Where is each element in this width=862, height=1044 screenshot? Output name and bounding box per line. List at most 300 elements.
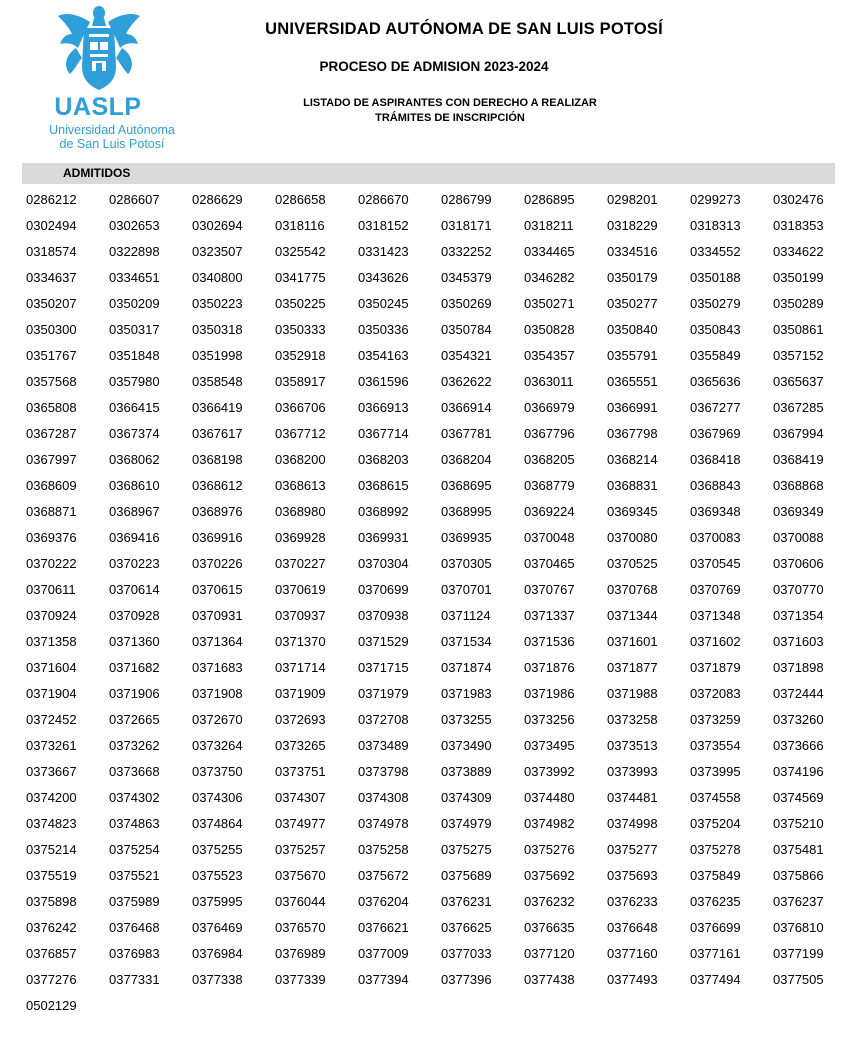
admitted-id: 0373667 (26, 764, 77, 779)
admitted-id: 0377120 (524, 946, 575, 961)
admitted-id: 0370924 (26, 608, 77, 623)
admitted-id: 0369931 (358, 530, 409, 545)
admitted-id: 0377494 (690, 972, 741, 987)
admitted-id: 0370525 (607, 556, 658, 571)
admitted-id: 0350245 (358, 296, 409, 311)
admitted-id: 0350336 (358, 322, 409, 337)
admitted-id: 0367285 (773, 400, 824, 415)
admitted-id: 0372444 (773, 686, 824, 701)
admitted-id: 0376044 (275, 894, 326, 909)
admitted-id: 0370606 (773, 556, 824, 571)
admitted-id: 0371876 (524, 660, 575, 675)
admitted-id: 0370611 (26, 582, 76, 597)
admitted-id: 0368871 (26, 504, 77, 519)
admitted-id: 0302476 (773, 192, 824, 207)
admitted-id: 0371358 (26, 634, 77, 649)
admitted-id: 0334516 (607, 244, 658, 259)
admitted-id: 0350223 (192, 296, 243, 311)
admitted-id: 0370701 (441, 582, 492, 597)
admitted-id: 0368967 (109, 504, 160, 519)
admitted-id: 0376648 (607, 920, 658, 935)
admitted-id: 0332252 (441, 244, 492, 259)
admitted-id: 0286629 (192, 192, 243, 207)
admitted-id: 0350271 (524, 296, 575, 311)
admitted-id: 0368995 (441, 504, 492, 519)
admitted-id: 0377276 (26, 972, 77, 987)
admitted-id: 0377161 (690, 946, 741, 961)
admitted-id: 0371874 (441, 660, 492, 675)
admitted-id: 0371904 (26, 686, 77, 701)
admitted-id: 0367781 (441, 426, 492, 441)
admitted-id: 0375521 (109, 868, 160, 883)
admitted-id: 0371370 (275, 634, 326, 649)
admitted-id: 0369916 (192, 530, 243, 545)
uaslp-logo (30, 4, 180, 150)
admitted-id: 0374481 (607, 790, 658, 805)
admitted-id: 0376984 (192, 946, 243, 961)
admitted-id: 0371979 (358, 686, 409, 701)
admitted-id: 0369224 (524, 504, 575, 519)
admitted-id: 0302494 (26, 218, 77, 233)
admitted-id: 0374864 (192, 816, 243, 831)
admitted-id: 0368615 (358, 478, 409, 493)
admitted-id: 0370227 (275, 556, 326, 571)
admitted-id: 0351998 (192, 348, 243, 363)
admitted-id: 0340800 (192, 270, 243, 285)
admitted-id: 0375278 (690, 842, 741, 857)
admitted-id: 0371988 (607, 686, 658, 701)
admitted-id: 0370223 (109, 556, 160, 571)
admitted-id: 0368204 (441, 452, 492, 467)
admitted-id: 0371601 (607, 634, 658, 649)
admitted-id: 0371364 (192, 634, 243, 649)
admitted-id: 0377009 (358, 946, 409, 961)
admitted-id: 0368203 (358, 452, 409, 467)
admitted-id: 0374307 (275, 790, 326, 805)
admitted-id: 0365551 (607, 374, 658, 389)
admitted-id: 0375995 (192, 894, 243, 909)
admitted-id: 0370767 (524, 582, 575, 597)
admitted-id: 0286658 (275, 192, 326, 207)
admitted-id: 0377199 (773, 946, 824, 961)
admitted-id: 0371986 (524, 686, 575, 701)
admitted-id: 0365637 (773, 374, 824, 389)
admitted-id: 0372670 (192, 712, 243, 727)
admitted-id: 0369376 (26, 530, 77, 545)
admitted-id: 0367287 (26, 426, 77, 441)
admitted-id: 0299273 (690, 192, 741, 207)
admitted-id: 0371909 (275, 686, 326, 701)
admitted-id: 0373262 (109, 738, 160, 753)
eagle-shield-icon (54, 4, 144, 94)
admitted-id: 0334637 (26, 270, 77, 285)
admitted-id: 0371879 (690, 660, 741, 675)
admitted-id: 0368198 (192, 452, 243, 467)
admitted-id: 0318152 (358, 218, 409, 233)
admitted-id: 0368205 (524, 452, 575, 467)
admitted-id: 0373256 (524, 712, 575, 727)
admitted-id: 0377331 (109, 972, 160, 987)
admitted-id: 0373259 (690, 712, 741, 727)
admitted-id: 0375692 (524, 868, 575, 883)
admitted-id: 0376469 (192, 920, 243, 935)
admitted-id: 0375204 (690, 816, 741, 831)
admitted-id: 0371360 (109, 634, 160, 649)
admitted-id: 0318313 (690, 218, 741, 233)
admitted-id: 0371536 (524, 634, 575, 649)
admitted-id: 0368214 (607, 452, 658, 467)
admitted-id: 0375672 (358, 868, 409, 883)
admitted-id: 0375214 (26, 842, 77, 857)
logo-university-name: Universidad Autónoma (49, 123, 175, 137)
admitted-id: 0355849 (690, 348, 741, 363)
admitted-id: 0370614 (109, 582, 160, 597)
admitted-id: 0367796 (524, 426, 575, 441)
admitted-id: 0363011 (524, 374, 574, 389)
admitted-id: 0374978 (358, 816, 409, 831)
admitted-id: 0368695 (441, 478, 492, 493)
admitted-id: 0375989 (109, 894, 160, 909)
admitted-id: 0376232 (524, 894, 575, 909)
admitted-id: 0331423 (358, 244, 409, 259)
admitted-id: 0373993 (607, 764, 658, 779)
admitted-id: 0367617 (192, 426, 243, 441)
admitted-id: 0375849 (690, 868, 741, 883)
admitted-id: 0322898 (109, 244, 160, 259)
admitted-id: 0370083 (690, 530, 741, 545)
admitted-id: 0371906 (109, 686, 160, 701)
admitted-id: 0373258 (607, 712, 658, 727)
admitted-id: 0368200 (275, 452, 326, 467)
admitted-id: 0368868 (773, 478, 824, 493)
admitted-id: 0318229 (607, 218, 658, 233)
admitted-id: 0361596 (358, 374, 409, 389)
admitted-id: 0375693 (607, 868, 658, 883)
admitted-id: 0341775 (275, 270, 326, 285)
admitted-id: 0334465 (524, 244, 575, 259)
admitted-id: 0373751 (275, 764, 326, 779)
admitted-id: 0367374 (109, 426, 160, 441)
admitted-id: 0375519 (26, 868, 77, 883)
admitted-id: 0370619 (275, 582, 326, 597)
admitted-id: 0372452 (26, 712, 77, 727)
admitted-id: 0367798 (607, 426, 658, 441)
admitted-id: 0362622 (441, 374, 492, 389)
admitted-id: 0374982 (524, 816, 575, 831)
admitted-id: 0366991 (607, 400, 658, 415)
admitted-id: 0371603 (773, 634, 824, 649)
admitted-id: 0367994 (773, 426, 824, 441)
admitted-id: 0350188 (690, 270, 741, 285)
admitted-id: 0377338 (192, 972, 243, 987)
admitted-id: 0358548 (192, 374, 243, 389)
admitted-id: 0368980 (275, 504, 326, 519)
admitted-id: 0370222 (26, 556, 77, 571)
admitted-id: 0325542 (275, 244, 326, 259)
admitted-id: 0368779 (524, 478, 575, 493)
admitted-id: 0350333 (275, 322, 326, 337)
admitted-id: 0371877 (607, 660, 658, 675)
admitted-id: 0373260 (773, 712, 824, 727)
admitted-id: 0374196 (773, 764, 824, 779)
admitted-id: 0376857 (26, 946, 77, 961)
admitted-id: 0350289 (773, 296, 824, 311)
admitted-id: 0377438 (524, 972, 575, 987)
admitted-id: 0376570 (275, 920, 326, 935)
admitted-id: 0351848 (109, 348, 160, 363)
admitted-id: 0370770 (773, 582, 824, 597)
admitted-id: 0370088 (773, 530, 824, 545)
admitted-id: 0318574 (26, 244, 77, 259)
admitted-id: 0377394 (358, 972, 409, 987)
admitted-id-list (26, 187, 846, 1019)
admitted-id: 0366706 (275, 400, 326, 415)
admitted-id: 0368419 (773, 452, 824, 467)
admitted-id: 0350861 (773, 322, 824, 337)
admitted-id: 0375255 (192, 842, 243, 857)
admitted-id: 0374863 (109, 816, 160, 831)
admitted-id: 0302653 (109, 218, 160, 233)
admitted-id: 0370304 (358, 556, 409, 571)
admitted-id: 0375210 (773, 816, 824, 831)
admitted-id: 0368062 (109, 452, 160, 467)
admitted-id: 0354163 (358, 348, 409, 363)
admitted-id: 0373889 (441, 764, 492, 779)
admitted-id: 0374309 (441, 790, 492, 805)
admitted-id: 0286607 (109, 192, 160, 207)
admitted-id: 0372708 (358, 712, 409, 727)
admitted-id: 0334651 (109, 270, 160, 285)
admitted-id: 0367277 (690, 400, 741, 415)
admitted-id: 0376468 (109, 920, 160, 935)
admitted-id: 0350300 (26, 322, 77, 337)
listing-heading-line1: LISTADO DE ASPIRANTES CON DERECHO A REALIZAR (303, 97, 597, 109)
admitted-id: 0376204 (358, 894, 409, 909)
admitted-id: 0318353 (773, 218, 824, 233)
admitted-id: 0370226 (192, 556, 243, 571)
admitted-id: 0374306 (192, 790, 243, 805)
admitted-id: 0375277 (607, 842, 658, 857)
admitted-id: 0365808 (26, 400, 77, 415)
admitted-id: 0372665 (109, 712, 160, 727)
admitted-id: 0370938 (358, 608, 409, 623)
admitted-id: 0373261 (26, 738, 77, 753)
admitted-id: 0371683 (192, 660, 243, 675)
admitted-id: 0350828 (524, 322, 575, 337)
admitted-id: 0366914 (441, 400, 492, 415)
admitted-id: 0370080 (607, 530, 658, 545)
admitted-id: 0373750 (192, 764, 243, 779)
admitted-id: 0376242 (26, 920, 77, 935)
admitted-id: 0375275 (441, 842, 492, 857)
admitted-id: 0376625 (441, 920, 492, 935)
admitted-id: 0286670 (358, 192, 409, 207)
admitted-id: 0375481 (773, 842, 824, 857)
admitted-id: 0371354 (773, 608, 824, 623)
admitted-id: 0354357 (524, 348, 575, 363)
admitted-id: 0369416 (109, 530, 160, 545)
admitted-id: 0376621 (358, 920, 409, 935)
admitted-id: 0367714 (358, 426, 409, 441)
admitted-id: 0370769 (690, 582, 741, 597)
admitted-id: 0302694 (192, 218, 243, 233)
admitted-id: 0377339 (275, 972, 326, 987)
admitted-id: 0368976 (192, 504, 243, 519)
admitted-id: 0375276 (524, 842, 575, 857)
admitted-id: 0298201 (607, 192, 658, 207)
admitted-id: 0373992 (524, 764, 575, 779)
admitted-id: 0372693 (275, 712, 326, 727)
admitted-id: 0369928 (275, 530, 326, 545)
admitted-id: 0371529 (358, 634, 409, 649)
admitted-id: 0318116 (275, 218, 325, 233)
admitted-section-header (22, 163, 835, 184)
admitted-id: 0366419 (192, 400, 243, 415)
admitted-id: 0286212 (26, 192, 77, 207)
admitted-id: 0368610 (109, 478, 160, 493)
admitted-id: 0334552 (690, 244, 741, 259)
admitted-id: 0377396 (441, 972, 492, 987)
admitted-id: 0371898 (773, 660, 824, 675)
admitted-id: 0375866 (773, 868, 824, 883)
admitted-id: 0350277 (607, 296, 658, 311)
admitted-id: 0369345 (607, 504, 658, 519)
admitted-id: 0375689 (441, 868, 492, 883)
admitted-id: 0350318 (192, 322, 243, 337)
admitted-id: 0373554 (690, 738, 741, 753)
admitted-id: 0346282 (524, 270, 575, 285)
admitted-id: 0373513 (607, 738, 658, 753)
admitted-id: 0373264 (192, 738, 243, 753)
admitted-id: 0368613 (275, 478, 326, 493)
admitted-id: 0369935 (441, 530, 492, 545)
admitted-id: 0370465 (524, 556, 575, 571)
admitted-id: 0377493 (607, 972, 658, 987)
admitted-id: 0373666 (773, 738, 824, 753)
admitted-id: 0286895 (524, 192, 575, 207)
admitted-id: 0376233 (607, 894, 658, 909)
admitted-id: 0367997 (26, 452, 77, 467)
admitted-id: 0373668 (109, 764, 160, 779)
admitted-id: 0370048 (524, 530, 575, 545)
admitted-id: 0373255 (441, 712, 492, 727)
admitted-id: 0373798 (358, 764, 409, 779)
admitted-id: 0375523 (192, 868, 243, 883)
admitted-id: 0374200 (26, 790, 77, 805)
document-title: UNIVERSIDAD AUTÓNOMA DE SAN LUIS POTOSÍ (265, 20, 663, 38)
admitted-id: 0357568 (26, 374, 77, 389)
admitted-id: 0370699 (358, 582, 409, 597)
admitted-id: 0374480 (524, 790, 575, 805)
admitted-id: 0374308 (358, 790, 409, 805)
admitted-id: 0365636 (690, 374, 741, 389)
admitted-id: 0374569 (773, 790, 824, 805)
admitted-id: 0366913 (358, 400, 409, 415)
admitted-id: 0323507 (192, 244, 243, 259)
admitted-id: 0377505 (773, 972, 824, 987)
admitted-id: 0371715 (358, 660, 409, 675)
admitted-id: 0368418 (690, 452, 741, 467)
admitted-id: 0371337 (524, 608, 575, 623)
admitted-id: 0368612 (192, 478, 243, 493)
admitted-id: 0373489 (358, 738, 409, 753)
admitted-id: 0350843 (690, 322, 741, 337)
admitted-id: 0374823 (26, 816, 77, 831)
admitted-id: 0351767 (26, 348, 77, 363)
admitted-id: 0371604 (26, 660, 77, 675)
admitted-id: 0376237 (773, 894, 824, 909)
admitted-id: 0334622 (773, 244, 824, 259)
admitted-id: 0376635 (524, 920, 575, 935)
logo-acronym: UASLP (54, 93, 142, 121)
admitted-id: 0318171 (441, 218, 492, 233)
admitted-id: 0371714 (275, 660, 326, 675)
admitted-id: 0369349 (773, 504, 824, 519)
admitted-id: 0358917 (275, 374, 326, 389)
admitted-id: 0368831 (607, 478, 658, 493)
admitted-id: 0377033 (441, 946, 492, 961)
admitted-id: 0350209 (109, 296, 160, 311)
admitted-id: 0371344 (607, 608, 658, 623)
admitted-id: 0370615 (192, 582, 243, 597)
listing-heading (250, 96, 650, 126)
admitted-id: 0375258 (358, 842, 409, 857)
admitted-id: 0370931 (192, 608, 243, 623)
admitted-id: 0376235 (690, 894, 741, 909)
admitted-id: 0373995 (690, 764, 741, 779)
admitted-id: 0369348 (690, 504, 741, 519)
admitted-id: 0366979 (524, 400, 575, 415)
admitted-id: 0374302 (109, 790, 160, 805)
admitted-id: 0376810 (773, 920, 824, 935)
admitted-id: 0370305 (441, 556, 492, 571)
admitted-id: 0370768 (607, 582, 658, 597)
admitted-id: 0502129 (26, 998, 77, 1013)
admitted-id: 0367969 (690, 426, 741, 441)
admitted-id: 0357152 (773, 348, 824, 363)
listing-heading-line2: TRÁMITES DE INSCRIPCIÓN (375, 112, 525, 124)
admitted-id: 0350179 (607, 270, 658, 285)
admitted-id: 0370937 (275, 608, 326, 623)
admitted-id: 0350269 (441, 296, 492, 311)
admitted-id: 0355791 (607, 348, 658, 363)
admitted-id: 0343626 (358, 270, 409, 285)
admitted-id: 0374558 (690, 790, 741, 805)
admitted-id: 0371602 (690, 634, 741, 649)
admitted-id: 0286799 (441, 192, 492, 207)
admitted-id: 0374998 (607, 816, 658, 831)
admitted-id: 0367712 (275, 426, 326, 441)
admitted-id: 0374979 (441, 816, 492, 831)
admitted-id: 0368609 (26, 478, 77, 493)
admitted-id: 0350784 (441, 322, 492, 337)
admitted-id: 0374977 (275, 816, 326, 831)
admitted-id: 0350279 (690, 296, 741, 311)
admitted-id: 0371682 (109, 660, 160, 675)
admitted-section-label: ADMITIDOS (63, 166, 131, 180)
admitted-id: 0376699 (690, 920, 741, 935)
admitted-id: 0366415 (109, 400, 160, 415)
admitted-id: 0370928 (109, 608, 160, 623)
admitted-id: 0377160 (607, 946, 658, 961)
document-subtitle: PROCESO DE ADMISION 2023-2024 (319, 59, 549, 74)
admitted-id: 0368992 (358, 504, 409, 519)
admitted-id: 0350225 (275, 296, 326, 311)
admitted-id: 0371348 (690, 608, 741, 623)
admitted-id: 0345379 (441, 270, 492, 285)
admitted-id: 0350199 (773, 270, 824, 285)
admitted-id: 0368843 (690, 478, 741, 493)
